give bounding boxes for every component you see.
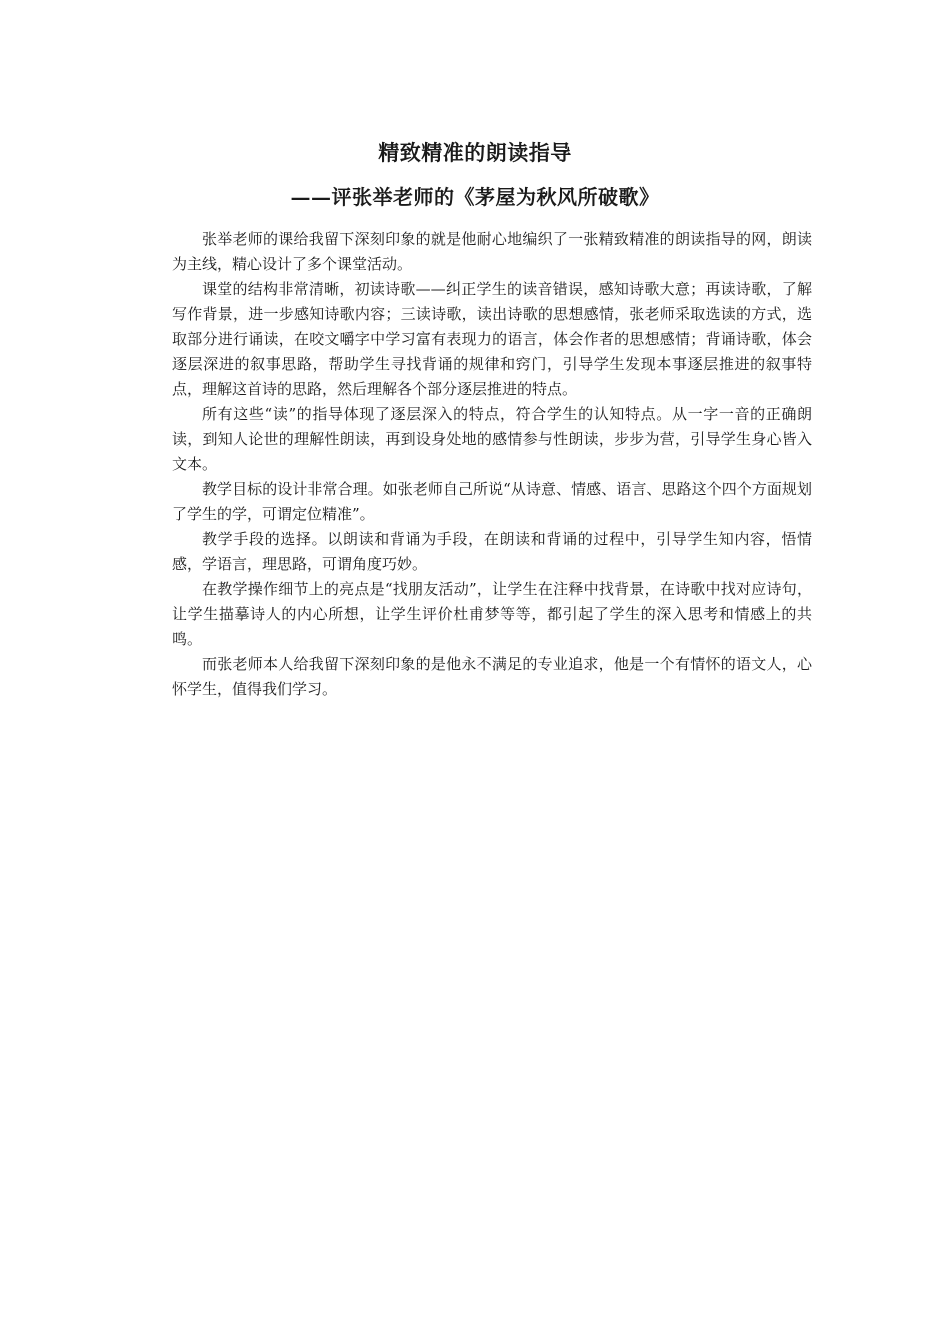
paragraph-7: 而张老师本人给我留下深刻印象的是他永不满足的专业追求，他是一个有情怀的语文人，心怀学生，值得我们学习。 [172, 655, 812, 698]
document-subtitle: ——评张举老师的《茅屋为秋风所破歌》 [290, 185, 660, 209]
paragraph-3: 所有这些“读”的指导体现了逐层深入的特点，符合学生的认知特点。从一字一音的正确朗读，到知人论世的理解性朗读，再到设身处地的感情参与性朗读，步步为营，引导学生身心皆入文本。 [172, 405, 812, 473]
paragraph-1: 张举老师的课给我留下深刻印象的就是他耐心地编织了一张精致精准的朗读指导的网，朗读为主线，精心设计了多个课堂活动。 [172, 230, 812, 273]
paragraph-5: 教学手段的选择。以朗读和背诵为手段，在朗读和背诵的过程中，引导学生知内容，悟情感，学语言，理思路，可谓角度巧妙。 [172, 530, 812, 573]
paragraph-2: 课堂的结构非常清晰，初读诗歌——纠正学生的读音错误，感知诗歌大意；再读诗歌，了解写作背景，进一步感知诗歌内容；三读诗歌，读出诗歌的思想感情，张老师采取选读的方式，选取部分进行诵读，在咬文嚼字中学习富有表现力的语言，体会作者的思想感情；背诵诗歌，体会逐层深进的叙事思路，帮助学生寻找背诵的规律和窍门，引导学生发现本事逐层推进的叙事特点，理解这首诗的思路，然后理解各个部分逐层推进的特点。 [172, 280, 812, 398]
document-title: 精致精准的朗读指导 [378, 141, 572, 165]
paragraph-6: 在教学操作细节上的亮点是“找朋友活动”，让学生在注释中找背景，在诗歌中找对应诗句，让学生描摹诗人的内心所想，让学生评价杜甫梦等等，都引起了学生的深入思考和情感上的共鸣。 [172, 580, 812, 648]
document-body [172, 227, 812, 702]
paragraph-4: 教学目标的设计非常合理。如张老师自己所说“从诗意、情感、语言、思路这个四个方面规划了学生的学，可谓定位精准”。 [172, 480, 812, 523]
